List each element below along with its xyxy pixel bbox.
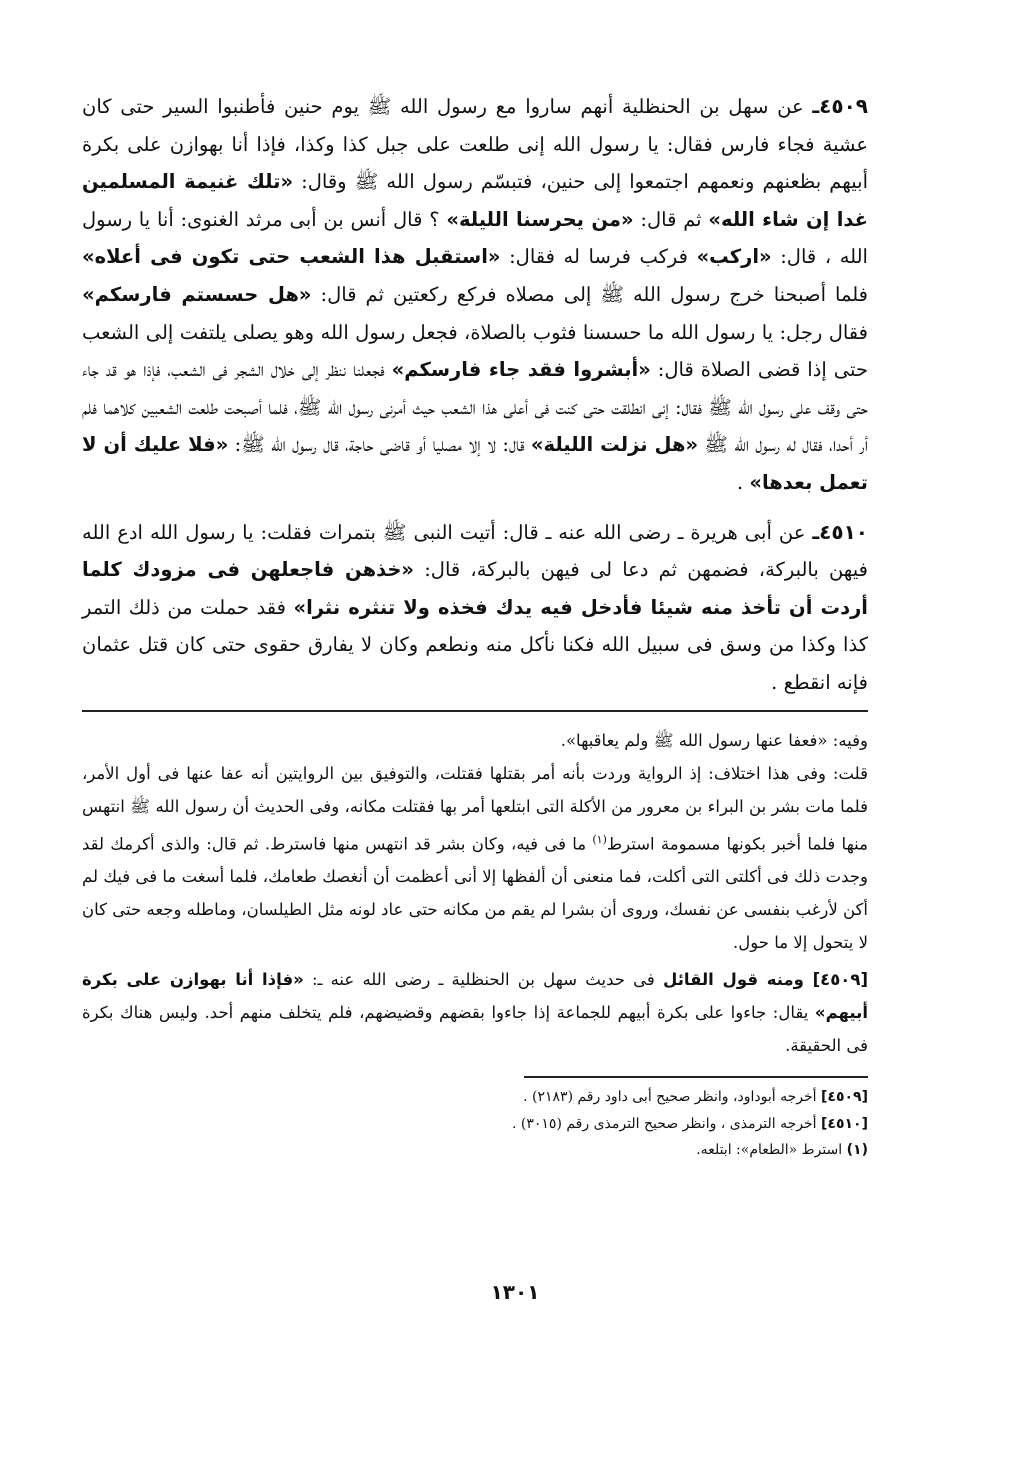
- footnote-divider: [524, 1076, 868, 1078]
- note-heading: [٤٥٠٩] ومنه قول القائل: [662, 970, 868, 989]
- note-text: قلت: وفى هذا اختلاف: إذ الرواية وردت بأنه أمر بقتلها فقتلت، والتوفيق بين الروايتين أنه عفا عنها فى أول الأمر، فلما مات بشر بن البراء بن معرور من الأكلة التى ابتلعها أمر بها فقتلت مكانه، وفى الحديث أن رسول الله ﷺ انتهس منها فلما أخبر بكونها مسمومة استرط: [82, 763, 868, 853]
- hadith-text: ثم قال:: [633, 207, 709, 231]
- prophet-quote: «أبشروا فقد جاء فارسكم»: [391, 358, 651, 382]
- footnote-text: استرط «الطعام»: ابتلعه.: [696, 1142, 847, 1158]
- prophet-quote: «تلك غنيمة المسلمين غدا إن شاء الله»: [82, 170, 868, 231]
- section-divider: [82, 710, 868, 712]
- note-text: ما فى فيه، وكان بشر قد انتهس منها فاسترط. ثم قال: والذى أكرمك لقد وجدت ذلك فى أكلتى التى أكلت، فما منعنى أن ألفظها إلا أنى أعظمت أن أنغصك طعامك، فلما أسغت ما فى فيك لم أكن لأرغب بنفسى عن نفسك، وروى أن بشرا لم يقم من مكانه حتى عاد لونه مثل الطيلسان، وماطله وجعه حتى كان لا يتحول إلا ما حول.: [82, 834, 868, 952]
- page-content: [82, 88, 868, 1164]
- hadith-text: .: [736, 470, 750, 494]
- prophet-quote: «من يحرسنا الليلة»: [446, 207, 634, 231]
- hadith-text: فقد حملت من ذلك التمر كذا وكذا من وسق فى سبيل الله فكنا نأكل منه ونطعم وكان لا يفارق حقوى حتى كان قتل عثمان فإنه انقطع .: [82, 595, 868, 694]
- footnote-item: [82, 1111, 868, 1138]
- footnote-marker: (١): [592, 832, 607, 846]
- hadith-number: ٤٥١٠ـ: [812, 519, 868, 544]
- prophet-quote: «استقبل هذا الشعب حتى تكون فى أعلاه»: [82, 245, 501, 269]
- note-text: يقال: جاءوا على بكرة أبيهم للجماعة إذا جاءوا بقضهم وقضيضهم، فلم يتخلف منهم أحد. وليس هناك بكرة فى الحقيقة.: [82, 1003, 868, 1055]
- note-paragraph-2: [82, 757, 868, 960]
- hadith-text: فلما أصبحنا خرج رسول الله ﷺ إلى مصلاه فركع ركعتين ثم قال:: [311, 282, 869, 306]
- prophet-quote: «فلا عليك أن لا تعمل بعدها»: [82, 433, 868, 494]
- hadith-text: فركب فرسا له فقال:: [500, 245, 697, 269]
- hadith-text: قال: لا إلا مصليا أو قاضى حاجة، قال رسول الله ﷺ:: [228, 433, 531, 457]
- hadith-text: عن أبى هريرة ـ رضى الله عنه ـ قال: أتيت النبى ﷺ بتمرات فقلت: يا رسول الله ادع الله فيهن بالبركة، فضمهن ثم دعا لى فيهن بالبركة، قال:: [82, 520, 869, 582]
- note-text: فى حديث سهل بن الحنظلية ـ رضى الله عنه ـ:: [303, 970, 663, 989]
- footnote-item: [82, 1137, 868, 1164]
- footnotes: [82, 1084, 868, 1164]
- footnote-ref: [٤٥١٠]: [821, 1115, 868, 1132]
- footnote-ref: (١): [846, 1142, 868, 1158]
- hadith-text: ؟ قال أنس بن أبى مرثد الغنوى: أنا يا رسول الله ، قال:: [82, 207, 868, 269]
- spacer: [82, 502, 868, 514]
- hadith-4509: [82, 88, 868, 502]
- footnote-text: أخرجه أبوداود، وانظر صحيح أبى داود رقم (٢١٨٣) .: [523, 1089, 821, 1105]
- footnote-text: أخرجه الترمذى ، وانظر صحيح الترمذى رقم (٣٠١٥) .: [512, 1115, 821, 1132]
- footnote-item: [82, 1084, 868, 1111]
- footnote-ref: [٤٥٠٩]: [821, 1089, 868, 1105]
- note-line-1: وفيه: «فعفا عنها رسول الله ﷺ ولم يعاقبها».: [560, 730, 868, 750]
- hadith-text: عن سهل بن الحنظلية أنهم ساروا مع رسول الله ﷺ يوم حنين فأطنبوا السير حتى كان عشية فجاء فارس فقال: يا رسول الله إنى طلعت على جبل كذا وكذا، فإذا أنا بهوازن على بكرة أبيهم بظعنهم ونعمهم اجتمعوا إلى حنين، فتبسّم رسول الله ﷺ وقال:: [82, 95, 869, 194]
- prophet-quote: «خذهن فاجعلهن فى مزودك كلما أردت أن تأخذ منه شيئا فأدخل فيه يدك فخذه ولا تنثره نثرا»: [82, 558, 868, 619]
- prophet-quote: «هل حسستم فارسكم»: [82, 282, 312, 306]
- hadith-4510: [82, 514, 868, 702]
- hadith-number: ٤٥٠٩ـ: [812, 94, 868, 118]
- note-paragraph-3: [82, 963, 868, 1062]
- prophet-quote: «هل نزلت الليلة»: [530, 433, 699, 457]
- hadith-text: فقال رجل: يا رسول الله ما حسسنا فثوب بالصلاة، فجعل رسول الله وهو يصلى يلتفت إلى الشعب حتى إذا قضى الصلاة قال:: [82, 320, 868, 382]
- page-number: ١٣٠١: [490, 1280, 540, 1304]
- prophet-quote: «اركب»: [696, 245, 772, 269]
- hadith-text: فجعلنا ننظر إلى خلال الشجر فى الشعب، فإذا هو قد جاء حتى وقف على رسول الله ﷺ فقال: إنى انطلقت حتى كنت فى أعلى هذا الشعب حيث أمرنى رسول الله ﷺ، فلما أصبحت طلعت الشعبين كلاهما فلم أر أحدا، فقال له رسول الله ﷺ: [82, 358, 868, 457]
- note-quote: «فإذا أنا بهوازن على بكرة أبيهم»: [82, 970, 868, 1022]
